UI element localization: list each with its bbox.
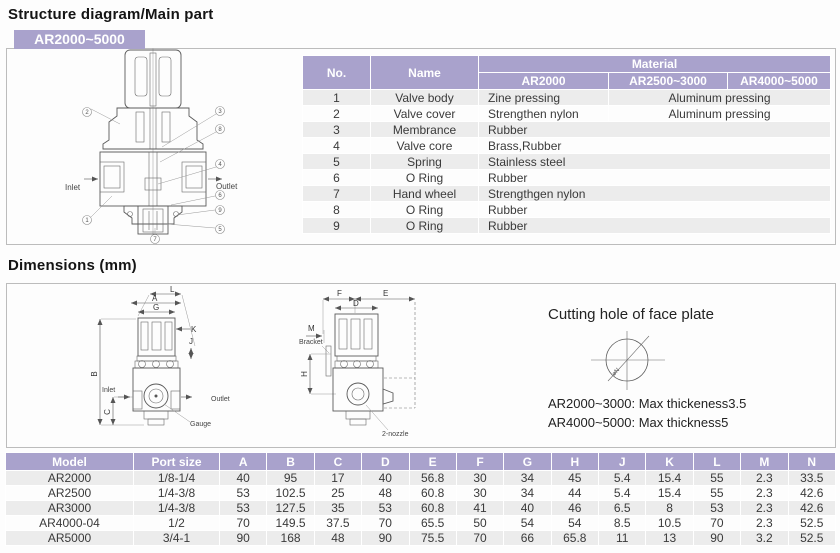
- svg-text:6: 6: [218, 193, 222, 200]
- value-cell: 70: [362, 516, 409, 531]
- value-cell: 25: [314, 486, 361, 501]
- value-cell: 70: [220, 516, 267, 531]
- material-cell: Aluminum pressing: [609, 90, 831, 106]
- callout-2: [83, 108, 121, 125]
- dim-label-A: A: [152, 294, 158, 303]
- table-row: [303, 138, 831, 154]
- value-cell: 40: [504, 501, 551, 516]
- name-cell: O Ring: [371, 202, 479, 218]
- table-row: [303, 202, 831, 218]
- value-cell: 17: [314, 471, 361, 486]
- name-cell: Membrance: [371, 122, 479, 138]
- table-row: [303, 170, 831, 186]
- value-cell: 46: [551, 501, 598, 516]
- dim-col-header: N: [788, 453, 836, 471]
- table-row: [303, 90, 831, 106]
- svg-text:9: 9: [218, 208, 222, 215]
- table-row: [6, 486, 836, 501]
- no-cell: 6: [303, 170, 371, 186]
- value-cell: 48: [314, 531, 361, 546]
- section-title-dimensions: Dimensions (mm): [8, 257, 137, 274]
- dim-col-header: L: [693, 453, 740, 471]
- value-cell: 90: [220, 531, 267, 546]
- value-cell: 53: [220, 501, 267, 516]
- value-cell: 33.5: [788, 471, 836, 486]
- material-cell: Rubber: [479, 202, 831, 218]
- no-cell: 8: [303, 202, 371, 218]
- value-cell: 75.5: [409, 531, 456, 546]
- no-cell: 9: [303, 218, 371, 234]
- model-cell: AR5000: [6, 531, 134, 546]
- table-row: [6, 516, 836, 531]
- value-cell: 2.3: [741, 516, 788, 531]
- nozzle-label: 2-nozzle: [382, 431, 409, 438]
- value-cell: 55: [693, 486, 740, 501]
- table-row: [303, 218, 831, 234]
- structure-diagram: [40, 48, 300, 244]
- value-cell: 8.5: [599, 516, 646, 531]
- no-cell: 4: [303, 138, 371, 154]
- dim-col-header: B: [267, 453, 314, 471]
- value-cell: 5.4: [599, 486, 646, 501]
- bracket-label: Bracket: [299, 339, 323, 346]
- outlet-label: Outlet: [216, 182, 238, 191]
- dim-col-header: F: [456, 453, 503, 471]
- value-cell: 34: [504, 471, 551, 486]
- table-row: [303, 186, 831, 202]
- material-cell: Zine pressing: [479, 90, 609, 106]
- dim-col-header: H: [551, 453, 598, 471]
- name-cell: Valve cover: [371, 106, 479, 122]
- dim-label-H: H: [300, 371, 309, 377]
- value-cell: 10.5: [646, 516, 693, 531]
- callout-9: [177, 206, 225, 216]
- material-cell: Rubber: [479, 218, 831, 234]
- value-cell: 42.6: [788, 486, 836, 501]
- dim-col-header: Model: [6, 453, 134, 471]
- table-row: [303, 154, 831, 170]
- value-cell: 95: [267, 471, 314, 486]
- dim-col-header: K: [646, 453, 693, 471]
- material-cell: Strengthen nylon: [479, 106, 609, 122]
- cutting-hole-diagram: [575, 328, 685, 396]
- model-cell: AR2500: [6, 486, 134, 501]
- side-view-drawing: [298, 286, 513, 446]
- dim-label-G: G: [153, 303, 160, 312]
- value-cell: 15.4: [646, 486, 693, 501]
- value-cell: 127.5: [267, 501, 314, 516]
- model-cell: AR3000: [6, 501, 134, 516]
- material-cell: Strengthgen nylon: [479, 186, 831, 202]
- value-cell: 168: [267, 531, 314, 546]
- port-size-cell: 1/8-1/4: [134, 471, 220, 486]
- material-cell: Brass,Rubber: [479, 138, 831, 154]
- value-cell: 54: [551, 516, 598, 531]
- svg-text:4: 4: [218, 162, 222, 169]
- svg-text:2: 2: [85, 110, 89, 117]
- col-subheader: AR4000~5000: [728, 73, 831, 90]
- value-cell: 5.4: [599, 471, 646, 486]
- port-size-cell: 1/2: [134, 516, 220, 531]
- material-cell: Rubber: [479, 122, 831, 138]
- model-cell: AR4000-04: [6, 516, 134, 531]
- dimensions-table: [5, 452, 836, 546]
- value-cell: 52.5: [788, 516, 836, 531]
- callout-1: [83, 196, 113, 225]
- col-header-name: Name: [371, 56, 479, 90]
- value-cell: 48: [362, 486, 409, 501]
- table-row: [6, 471, 836, 486]
- value-cell: 102.5: [267, 486, 314, 501]
- callout-4: [158, 160, 225, 185]
- dim-label-K: K: [191, 325, 197, 334]
- value-cell: 55: [693, 471, 740, 486]
- name-cell: O Ring: [371, 170, 479, 186]
- value-cell: 3.2: [741, 531, 788, 546]
- table-row: [303, 122, 831, 138]
- name-cell: Valve core: [371, 138, 479, 154]
- dim-col-header: E: [409, 453, 456, 471]
- svg-text:7: 7: [153, 237, 157, 244]
- callout-6: [171, 191, 225, 206]
- value-cell: 54: [504, 516, 551, 531]
- value-cell: 11: [599, 531, 646, 546]
- dim-label-C: C: [103, 409, 112, 415]
- value-cell: 40: [362, 471, 409, 486]
- callout-8: [160, 125, 225, 163]
- svg-text:5: 5: [218, 227, 222, 234]
- value-cell: 65.5: [409, 516, 456, 531]
- value-cell: 41: [456, 501, 503, 516]
- value-cell: 53: [362, 501, 409, 516]
- dim-label-F: F: [337, 289, 342, 298]
- value-cell: 66: [504, 531, 551, 546]
- dim-label-M: M: [308, 324, 315, 333]
- no-cell: 5: [303, 154, 371, 170]
- svg-text:3: 3: [218, 109, 222, 116]
- dim-label-L: L: [170, 285, 175, 294]
- value-cell: 90: [362, 531, 409, 546]
- value-cell: 50: [456, 516, 503, 531]
- value-cell: 6.5: [599, 501, 646, 516]
- dim-label-J: J: [189, 337, 193, 346]
- gauge-label: Gauge: [190, 421, 212, 428]
- dim-col-header: G: [504, 453, 551, 471]
- value-cell: 8: [646, 501, 693, 516]
- name-cell: Valve body: [371, 90, 479, 106]
- value-cell: 45: [551, 471, 598, 486]
- svg-text:1: 1: [85, 218, 89, 225]
- value-cell: 42.6: [788, 501, 836, 516]
- value-cell: 35: [314, 501, 361, 516]
- value-cell: 52.5: [788, 531, 836, 546]
- model-badge: AR2000~5000: [14, 30, 145, 49]
- material-cell: Rubber: [479, 170, 831, 186]
- section-title-structure: Structure diagram/Main part: [8, 6, 214, 23]
- callout-7: [151, 228, 160, 244]
- hole-diameter-label: øN: [611, 367, 622, 378]
- no-cell: 7: [303, 186, 371, 202]
- value-cell: 90: [693, 531, 740, 546]
- dim-col-header: M: [741, 453, 788, 471]
- value-cell: 2.3: [741, 471, 788, 486]
- name-cell: Hand wheel: [371, 186, 479, 202]
- value-cell: 70: [456, 531, 503, 546]
- model-cell: AR2000: [6, 471, 134, 486]
- dim-col-header: C: [314, 453, 361, 471]
- value-cell: 15.4: [646, 471, 693, 486]
- table-row: [303, 106, 831, 122]
- callout-3: [162, 107, 225, 148]
- value-cell: 13: [646, 531, 693, 546]
- col-header-no: No.: [303, 56, 371, 90]
- col-header-material: Material: [479, 56, 831, 73]
- material-cell: Stainless steel: [479, 154, 831, 170]
- value-cell: 40: [220, 471, 267, 486]
- value-cell: 70: [693, 516, 740, 531]
- name-cell: O Ring: [371, 218, 479, 234]
- dim-col-header: Port size: [134, 453, 220, 471]
- value-cell: 37.5: [314, 516, 361, 531]
- material-cell: Aluminum pressing: [609, 106, 831, 122]
- inlet-label: Inlet: [65, 183, 81, 192]
- table-row: [6, 531, 836, 546]
- col-subheader: AR2000: [479, 73, 609, 90]
- thickness-note-2: AR4000~5000: Max thickness5: [548, 415, 729, 430]
- port-size-cell: 1/4-3/8: [134, 501, 220, 516]
- value-cell: 30: [456, 471, 503, 486]
- port-size-cell: 1/4-3/8: [134, 486, 220, 501]
- value-cell: 60.8: [409, 486, 456, 501]
- outlet-label: Outlet: [211, 396, 230, 403]
- cutting-hole-title: Cutting hole of face plate: [548, 306, 714, 323]
- materials-table: [302, 55, 831, 234]
- dim-label-B: B: [90, 371, 99, 377]
- value-cell: 2.3: [741, 486, 788, 501]
- table-row: [6, 501, 836, 516]
- name-cell: Spring: [371, 154, 479, 170]
- no-cell: 1: [303, 90, 371, 106]
- value-cell: 53: [693, 501, 740, 516]
- value-cell: 60.8: [409, 501, 456, 516]
- dim-col-header: A: [220, 453, 267, 471]
- value-cell: 53: [220, 486, 267, 501]
- col-subheader: AR2500~3000: [609, 73, 728, 90]
- value-cell: 65.8: [551, 531, 598, 546]
- callout-5: [167, 224, 225, 234]
- inlet-label: Inlet: [102, 387, 116, 394]
- value-cell: 30: [456, 486, 503, 501]
- value-cell: 44: [551, 486, 598, 501]
- dim-label-D: D: [353, 299, 359, 308]
- value-cell: 2.3: [741, 501, 788, 516]
- value-cell: 34: [504, 486, 551, 501]
- front-view-drawing: [78, 286, 313, 446]
- dim-col-header: J: [599, 453, 646, 471]
- dim-col-header: D: [362, 453, 409, 471]
- value-cell: 56.8: [409, 471, 456, 486]
- dim-label-E: E: [383, 289, 389, 298]
- value-cell: 149.5: [267, 516, 314, 531]
- svg-text:8: 8: [218, 127, 222, 134]
- port-size-cell: 3/4-1: [134, 531, 220, 546]
- thickness-note-1: AR2000~3000: Max thickeness3.5: [548, 396, 747, 411]
- no-cell: 2: [303, 106, 371, 122]
- no-cell: 3: [303, 122, 371, 138]
